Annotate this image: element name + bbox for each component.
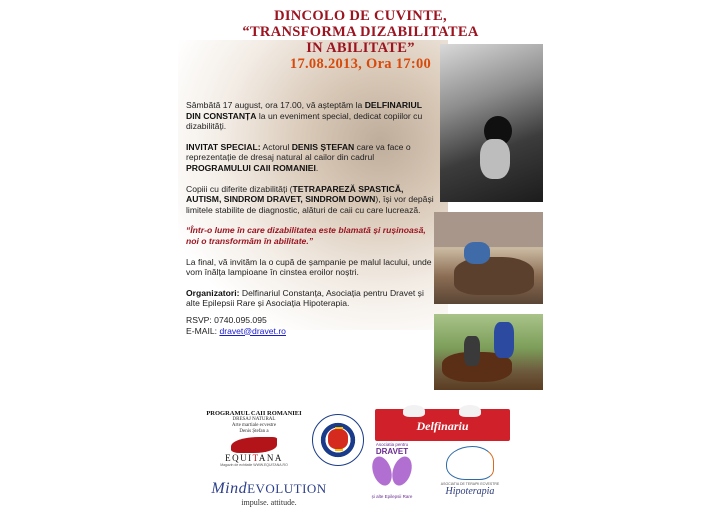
dravet-name: DRAVET	[375, 447, 409, 456]
guest-label: INVITAT SPECIAL:	[186, 141, 261, 152]
guest-paragraph	[186, 142, 436, 174]
guest-text-2: care va face o reprezentație de dresaj natural al cailor din cadrul	[186, 141, 411, 163]
evolution-part: EVOLUTION	[247, 481, 327, 496]
pcr-title: PROGRAMUL CAII ROMANIEI	[206, 410, 302, 417]
guest-text: Actorul	[260, 141, 292, 152]
email-line	[186, 326, 436, 337]
dravet-top-text: Asociatia pentru	[375, 442, 409, 447]
email-label: E-MAIL:	[186, 325, 220, 336]
photo-child-with-horse	[440, 44, 543, 202]
flyer-body	[186, 100, 436, 336]
children-text-end: ), își vor depăși limitele stabilite de diagnostic, alături de caii cu care lucrează.	[186, 194, 434, 215]
equitana-wordmark	[194, 453, 314, 463]
photo-hippotherapy-exercise	[434, 212, 543, 304]
equitana-part-3: ANA	[258, 453, 283, 463]
organizers-label: Organizatori:	[186, 287, 240, 298]
motto-quote: “Într-o lume în care dizabilitatea este blamată și rușinoasă, noi o transformăm în abilitate.”	[186, 225, 426, 246]
email-link[interactable]: dravet@dravet.ro	[219, 325, 286, 336]
delfinariu-wordmark: Delfinariu	[416, 419, 469, 433]
mind-part: Mind	[211, 480, 248, 497]
photo-child-riding	[434, 314, 543, 390]
hipoterapia-wordmark: Hipoterapia	[445, 486, 495, 497]
children-text: Copiii cu diferite dizabilități (	[186, 183, 293, 194]
logo-asociatia-dravet	[360, 442, 424, 512]
mind-evolution-tagline: impulse. attitude.	[241, 498, 297, 507]
logo-hipoterapia	[430, 444, 510, 510]
intro-text: Sâmbătă 17 august, ora 17.00, vă așteptăm la	[186, 100, 365, 110]
venue-name: DELFINARIUL DIN CONSTANȚA	[186, 100, 422, 121]
equitana-subtitle: Magazin de echitatie WWW.EQUITANA.RO	[220, 463, 288, 467]
equitana-part-2: T	[252, 453, 259, 463]
logo-seal-emblem	[312, 414, 364, 466]
equitana-part-1: EQUI	[225, 453, 253, 463]
hipoterapia-subtitle: ASOCIATIA DE TERAPII ECVESTRE	[440, 482, 500, 486]
mind-evolution-wordmark	[194, 480, 344, 498]
logo-programul-caii-romaniei	[194, 410, 314, 470]
title-line-1: DINCOLO DE CUVINTE,	[274, 8, 447, 24]
pcr-subtitle: DRESAJ NATURAL	[232, 417, 276, 422]
dravet-bottom-text: și alte Epilepsii Rare	[371, 494, 413, 499]
pcr-subtitle-3: Denis Ștefan a	[239, 429, 269, 434]
logo-delfinariu	[375, 409, 510, 441]
guest-name: DENIS ȘTEFAN	[291, 141, 355, 152]
program-name: PROGRAMULUI CAII ROMANIEI	[186, 162, 316, 173]
butterfly-icon	[372, 456, 412, 494]
intro-paragraph	[186, 100, 436, 132]
title-line-2: “TRANSFORMA DIZABILITATEA	[242, 24, 479, 40]
closing-paragraph: La final, vă invităm la o cupă de șampanie pe malul lacului, unde vom înălța lampioane în cinstea eroilor noștri.	[186, 256, 432, 278]
dolphin-icon	[459, 405, 481, 417]
title-line-3: IN ABILITATE”	[306, 40, 415, 56]
flyer	[178, 0, 543, 514]
pcr-subtitle-2: Arte martiale ecvestre	[231, 423, 277, 428]
event-date: 17.08.2013, Ora 17:00	[289, 56, 432, 72]
horse-icon	[231, 437, 277, 453]
logo-mind-evolution	[194, 480, 344, 514]
guest-text-end: .	[315, 162, 319, 173]
organizers-paragraph	[186, 288, 436, 309]
rsvp-phone: RSVP: 0740.095.095	[186, 314, 267, 325]
intro-text-end: la un eveniment special, dedicat copiilor cu dizabilități.	[186, 110, 423, 132]
conditions-list: TETRAPAREZĂ SPASTICĂ, AUTISM, SINDROM DRAVET, SINDROM DOWN	[186, 183, 404, 205]
children-paragraph	[186, 184, 436, 216]
organizers-text: Delfinariul Constanța, Asociația pentru Dravet și alte Epilepsii Rare și Asociația Hipoterapia.	[186, 287, 424, 309]
horse-head-icon	[446, 446, 494, 480]
dolphin-icon	[403, 405, 425, 417]
